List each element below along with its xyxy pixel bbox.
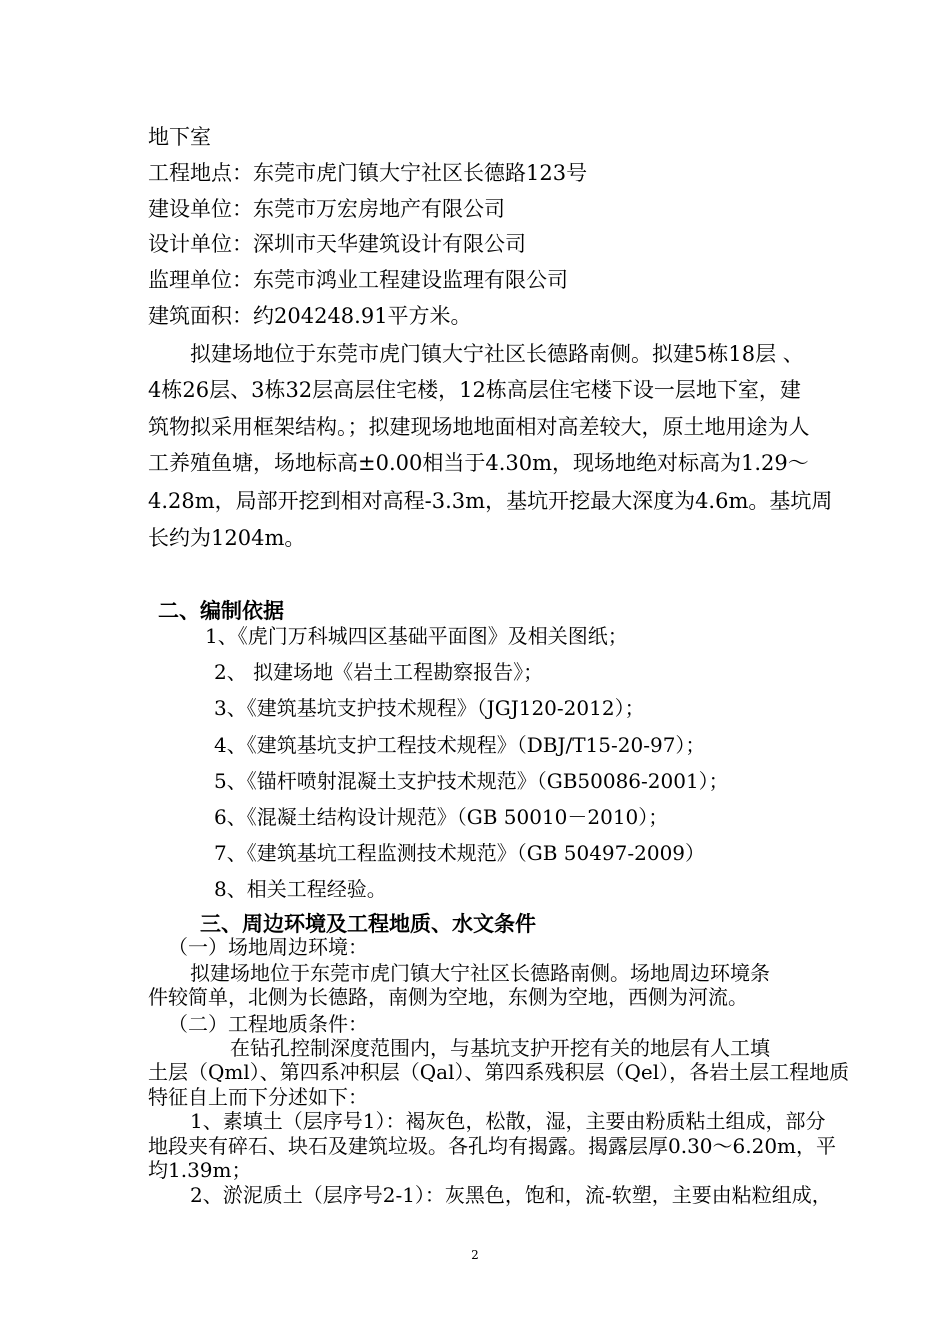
overview-line: 拟建场地位于东莞市虎门镇大宁社区长德路南侧。拟建5栋18层 、 <box>190 342 804 366</box>
basement-line: 地下室 <box>148 125 211 149</box>
project-developer: 建设单位：东莞市万宏房地产有限公司 <box>148 197 505 221</box>
paragraph-line: 件较简单，北侧为长德路，南侧为空地，东侧为空地，西侧为河流。 <box>148 985 748 1009</box>
reference-item: 2、 拟建场地《岩土工程勘察报告》； <box>214 660 544 684</box>
project-supervisor: 监理单位：东莞市鸿业工程建设监理有限公司 <box>148 268 568 292</box>
paragraph-line: 特征自上而下分述如下： <box>148 1085 368 1109</box>
paragraph-line: 1、素填土（层序号1）：褐灰色，松散，湿，主要由粉质粘土组成，部分 <box>190 1109 826 1133</box>
paragraph-line: 地段夹有碎石、块石及建筑垃圾。各孔均有揭露。揭露层厚0.30～6.20m，平 <box>148 1134 837 1158</box>
project-area: 建筑面积：约204248.91平方米。 <box>148 304 472 328</box>
overview-line: 4.28m，局部开挖到相对高程-3.3m，基坑开挖最大深度为4.6m。基坑周 <box>148 489 833 513</box>
paragraph-line: 拟建场地位于东莞市虎门镇大宁社区长德路南侧。场地周边环境条 <box>190 961 770 985</box>
reference-item: 7、《建筑基坑工程监测技术规范》（GB 50497-2009） <box>214 841 706 865</box>
overview-line: 长约为1204m。 <box>148 526 306 550</box>
paragraph-line: 土层（Qml）、第四系冲积层（Qal）、第四系残积层（Qel），各岩土层工程地质 <box>148 1060 850 1084</box>
section-heading: 三、周边环境及工程地质、水文条件 <box>200 912 536 936</box>
project-location: 工程地点：东莞市虎门镇大宁社区长德路123号 <box>148 161 588 185</box>
reference-item: 8、相关工程经验。 <box>214 877 387 901</box>
overview-line: 工养殖鱼塘，场地标高±0.00相当于4.30m，现场地绝对标高为1.29～ <box>148 451 809 475</box>
reference-item: 5、《锚杆喷射混凝土支护技术规范》（GB50086-2001）； <box>214 769 729 793</box>
subsection-title: （二）工程地质条件： <box>168 1012 368 1036</box>
paragraph-line: 在钻孔控制深度范围内，与基坑支护开挖有关的地层有人工填 <box>230 1036 770 1060</box>
reference-item: 1、《虎门万科城四区基础平面图》及相关图纸； <box>205 624 628 648</box>
section-heading: 二、编制依据 <box>158 599 284 623</box>
paragraph-line: 2、淤泥质土（层序号2-1）：灰黑色，饱和，流-软塑，主要由粘粒组成， <box>190 1183 832 1207</box>
overview-line: 4栋26层、3栋32层高层住宅楼，12栋高层住宅楼下设一层地下室，建 <box>148 378 801 402</box>
reference-item: 6、《混凝土结构设计规范》（GB 50010－2010）； <box>214 805 669 829</box>
page-number: 2 <box>471 1248 479 1262</box>
reference-item: 4、《建筑基坑支护工程技术规程》（DBJ/T15-20-97）； <box>214 733 706 757</box>
paragraph-line: 均1.39m； <box>148 1158 252 1182</box>
reference-item: 3、《建筑基坑支护技术规程》（JGJ120-2012）； <box>214 696 645 720</box>
subsection-title: （一）场地周边环境： <box>168 935 368 959</box>
overview-line: 筑物拟采用框架结构。；拟建现场地地面相对高差较大，原土地用途为人 <box>148 415 810 439</box>
project-designer: 设计单位：深圳市天华建筑设计有限公司 <box>148 232 526 256</box>
